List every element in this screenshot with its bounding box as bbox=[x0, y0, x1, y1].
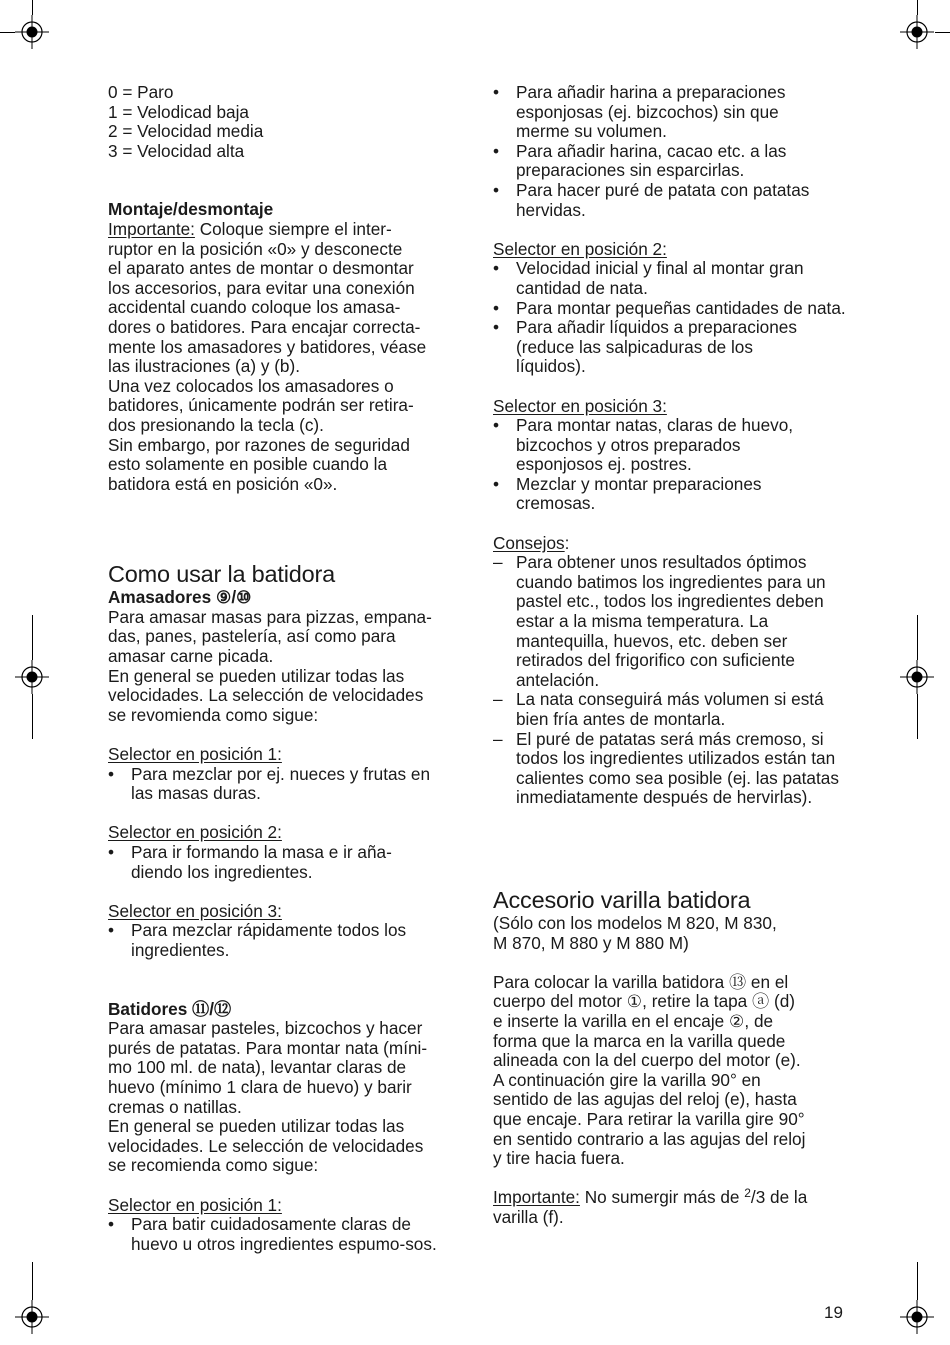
batidores-text: purés de patatas. Para montar nata (míni- bbox=[108, 1037, 428, 1058]
bullet-list bbox=[108, 765, 468, 804]
registration-mark-icon bbox=[900, 660, 934, 694]
batidores-text: huevo (mínimo 1 clara de huevo) y barir bbox=[108, 1076, 412, 1097]
selector-label: Selector en posición 2: bbox=[493, 238, 667, 259]
accesorio-text: cuerpo del motor ①, retire la tapa ⓐ (d) bbox=[493, 991, 795, 1012]
list-item: • Para montar pequeñas cantidades de nata. bbox=[493, 299, 853, 319]
montaje-text: Sin embargo, por razones de seguridad bbox=[108, 434, 410, 455]
page-number: 19 bbox=[824, 1303, 843, 1322]
amasadores-text: En general se pueden utilizar todas las bbox=[108, 665, 405, 686]
registration-mark-icon bbox=[15, 1300, 49, 1334]
crop-line bbox=[917, 1262, 918, 1300]
dash-list bbox=[493, 553, 853, 808]
list-item: • Mezclar y montar preparaciones cremosas. bbox=[493, 475, 853, 514]
consejos-label: Consejos: bbox=[493, 532, 570, 553]
list-item: • Para añadir harina, cacao etc. a las preparaciones sin esparcirlas. bbox=[493, 142, 853, 181]
list-item: • Para batir cuidadosamente claras de huevo u otros ingredientes espumo-sos. bbox=[108, 1215, 468, 1254]
batidores-text: En general se pueden utilizar todas las bbox=[108, 1116, 405, 1137]
crop-line bbox=[917, 0, 918, 15]
bullet-list bbox=[108, 1215, 468, 1254]
speed-item: 2 = Velocidad media bbox=[108, 121, 264, 142]
montaje-text: mente los amasadores y batidores, véase bbox=[108, 336, 427, 357]
right-column bbox=[493, 83, 853, 1227]
list-item: • Para añadir líquidos a preparaciones (reduce las salpicaduras de los líquidos). bbox=[493, 318, 853, 377]
bullet-list bbox=[493, 416, 853, 514]
selector-label: Selector en posición 2: bbox=[108, 822, 282, 843]
crop-line bbox=[917, 694, 918, 739]
selector-label: Selector en posición 1: bbox=[108, 744, 282, 765]
important-note: varilla (f). bbox=[493, 1206, 564, 1227]
accesorio-text: e inserte la varilla en el encaje ②, de bbox=[493, 1010, 774, 1031]
montaje-text: Una vez colocados los amasadores o bbox=[108, 375, 394, 396]
list-item: • Para mezclar rápidamente todos los ingredientes. bbox=[108, 921, 468, 960]
list-item: • Para mezclar por ej. nueces y frutas en las masas duras. bbox=[108, 765, 468, 804]
accesorio-text: que encaje. Para retirar la varilla gire 90° bbox=[493, 1108, 805, 1129]
crop-line bbox=[32, 694, 33, 739]
montaje-text: esto solamente en posible cuando la bbox=[108, 454, 388, 475]
left-column bbox=[108, 83, 468, 1254]
crop-line bbox=[0, 32, 15, 33]
list-item: • Para hacer puré de patata con patatas hervidas. bbox=[493, 181, 853, 220]
batidores-text: se recomienda como sigue: bbox=[108, 1155, 319, 1176]
montaje-heading: Montaje/desmontaje bbox=[108, 199, 274, 220]
amasadores-heading: Amasadores ⑨/⑩ bbox=[108, 587, 252, 608]
bullet-list bbox=[108, 843, 468, 882]
amasadores-text: amasar carne picada. bbox=[108, 646, 274, 667]
list-item: – Para obtener unos resultados óptimos cuando batimos los ingredientes para un pastel etc., todos los ingredientes deben estar a la misma temperatura. La mantequilla, huevos, etc. deben ser retirados del frigorifico con suficiente antelación. bbox=[493, 553, 853, 690]
crop-line bbox=[917, 615, 918, 660]
list-item: • Velocidad inicial y final al montar gran cantidad de nata. bbox=[493, 259, 853, 298]
speed-item: 3 = Velocidad alta bbox=[108, 140, 245, 161]
batidores-text: Para amasar pasteles, bizcochos y hacer bbox=[108, 1018, 423, 1039]
list-item: • Para montar natas, claras de huevo, bizcochos y otros preparados esponjosos ej. postres. bbox=[493, 416, 853, 475]
list-item: • Para ir formando la masa e ir aña-diendo los ingredientes. bbox=[108, 843, 468, 882]
important-label: Importante: bbox=[108, 218, 195, 239]
accesorio-text: sentido de las agujas del reloj (e), hasta bbox=[493, 1089, 797, 1110]
accesorio-text: A continuación gire la varilla 90° en bbox=[493, 1069, 761, 1090]
batidores-text: velocidades. Le selección de velocidades bbox=[108, 1135, 424, 1156]
crop-line bbox=[32, 615, 33, 660]
section-title-como-usar: Como usar la batidora bbox=[108, 561, 336, 588]
registration-mark-icon bbox=[15, 15, 49, 49]
montaje-text: los accesorios, para evitar una conexión bbox=[108, 277, 415, 298]
bullet-list bbox=[108, 921, 468, 960]
list-item: – El puré de patatas será más cremoso, si todos los ingredientes utilizados están tan calientes como sea posible (ej. las patatas inmediatamente después de hervirlas). bbox=[493, 730, 853, 808]
crop-line bbox=[32, 0, 33, 15]
crop-line bbox=[32, 1262, 33, 1300]
batidores-text: mo 100 ml. de nata), levantar claras de bbox=[108, 1057, 407, 1078]
registration-mark-icon bbox=[15, 660, 49, 694]
montaje-text: dores o batidores. Para encajar correcta- bbox=[108, 316, 421, 337]
speed-list bbox=[108, 83, 468, 161]
crop-line bbox=[935, 32, 950, 33]
models-text: (Sólo con los modelos M 820, M 830, bbox=[493, 912, 777, 933]
montaje-text: accidental cuando coloque los amasa- bbox=[108, 297, 401, 318]
accesorio-text: y tire hacia fuera. bbox=[493, 1148, 625, 1169]
accesorio-text: alineada con la del cuerpo del motor (e). bbox=[493, 1050, 801, 1071]
registration-mark-icon bbox=[900, 15, 934, 49]
registration-mark-icon bbox=[900, 1300, 934, 1334]
montaje-text: batidores, únicamente podrán ser retira- bbox=[108, 395, 414, 416]
bullet-list bbox=[493, 83, 853, 220]
section-title-accesorio: Accesorio varilla batidora bbox=[493, 886, 751, 913]
accesorio-text: forma que la marca en la varilla quede bbox=[493, 1030, 786, 1051]
selector-label: Selector en posición 3: bbox=[493, 395, 667, 416]
speed-item: 0 = Paro bbox=[108, 82, 174, 102]
batidores-text: cremas o natillas. bbox=[108, 1096, 242, 1117]
amasadores-text: velocidades. La selección de velocidades bbox=[108, 685, 424, 706]
important-note: Importante: No sumergir más de $^2$/3 de la bbox=[493, 1186, 808, 1208]
selector-label: Selector en posición 1: bbox=[108, 1194, 282, 1215]
batidores-heading: Batidores ⑪/⑫ bbox=[108, 998, 232, 1019]
accesorio-text: Para colocar la varilla batidora ⑬ en el bbox=[493, 971, 789, 992]
montaje-text: el aparato antes de montar o desmontar bbox=[108, 258, 414, 279]
list-item: • Para añadir harina a preparaciones esponjosas (ej. bizcochos) sin que merme su volumen. bbox=[493, 83, 853, 142]
accesorio-text: en sentido contrario a las agujas del reloj bbox=[493, 1128, 806, 1149]
montaje-text: Importante: Coloque siempre el inter- bbox=[108, 218, 392, 239]
montaje-text: batidora está en posición «0». bbox=[108, 473, 338, 494]
amasadores-text: se revomienda como sigue: bbox=[108, 704, 319, 725]
amasadores-text: Para amasar masas para pizzas, empana- bbox=[108, 606, 432, 627]
montaje-text: dos presionando la tecla (c). bbox=[108, 414, 324, 435]
speed-item: 1 = Velodicad baja bbox=[108, 101, 249, 122]
models-text: M 870, M 880 y M 880 M) bbox=[493, 932, 689, 953]
amasadores-text: das, panes, pastelería, así como para bbox=[108, 626, 396, 647]
important-label: Importante: bbox=[493, 1187, 580, 1208]
bullet-list bbox=[493, 259, 853, 377]
list-item: – La nata conseguirá más volumen si está bien fría antes de montarla. bbox=[493, 690, 853, 729]
selector-label: Selector en posición 3: bbox=[108, 900, 282, 921]
montaje-text: ruptor en la posición «0» y desconecte bbox=[108, 238, 403, 259]
montaje-text: las ilustraciones (a) y (b). bbox=[108, 356, 300, 377]
